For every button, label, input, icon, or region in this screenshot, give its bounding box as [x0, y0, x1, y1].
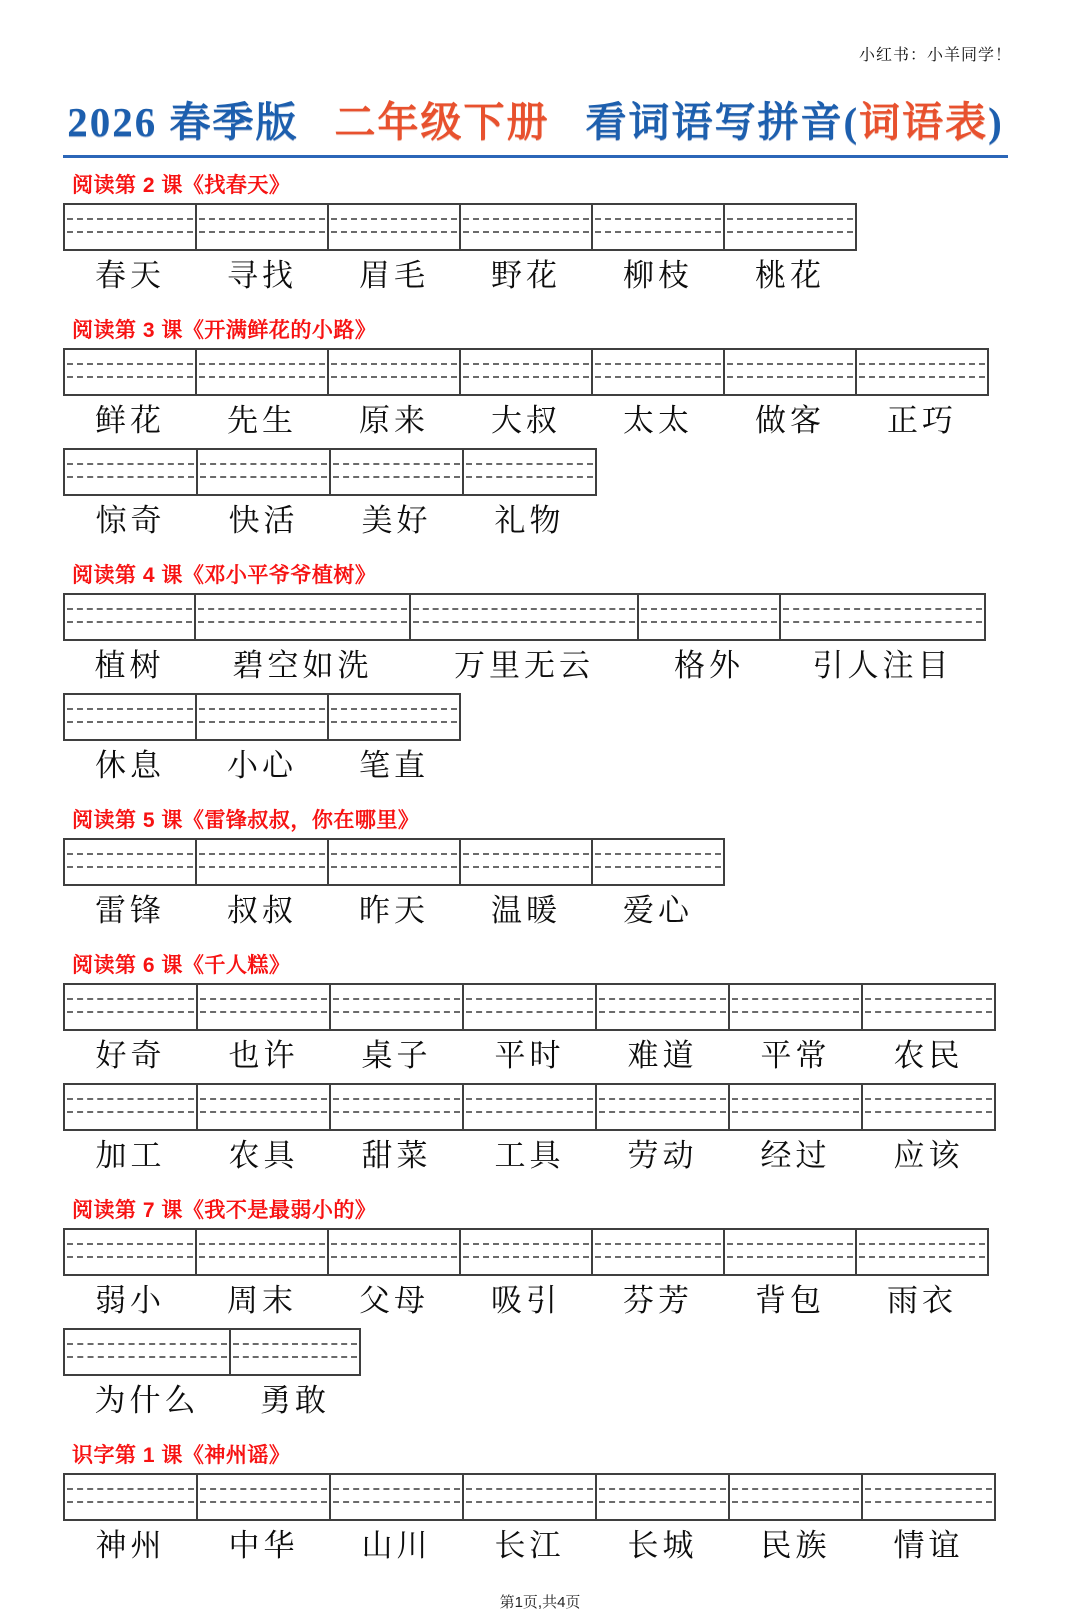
pinyin-write-cell — [459, 838, 593, 886]
pinyin-write-cell — [861, 983, 996, 1031]
pinyin-write-cell — [591, 203, 725, 251]
pinyin-write-cell — [462, 448, 597, 496]
pinyin-grid-row — [63, 203, 1008, 251]
pinyin-write-cell — [329, 1083, 464, 1131]
word-label: 也许 — [228, 1038, 299, 1073]
worksheet-section — [63, 952, 1008, 1183]
page-title — [63, 89, 1008, 148]
word-label: 鲜花 — [95, 403, 165, 438]
worksheet-section — [63, 807, 1008, 938]
word-label: 柳枝 — [623, 258, 693, 293]
pinyin-write-cell — [327, 348, 461, 396]
section-heading: 阅读第 3 课《开满鲜花的小路》 — [72, 319, 377, 342]
pinyin-write-cell — [855, 1228, 989, 1276]
word-label: 周末 — [227, 1283, 297, 1318]
title-underline — [63, 155, 1008, 158]
worksheet-section — [63, 1197, 1008, 1428]
watermark-note: 小红书：小羊同学！ — [858, 47, 1012, 64]
word-label: 寻找 — [227, 258, 297, 293]
pinyin-write-cell — [861, 1473, 996, 1521]
word-label: 劳动 — [627, 1138, 698, 1173]
pinyin-write-cell — [459, 1228, 593, 1276]
word-label: 弱小 — [95, 1283, 165, 1318]
word-label: 大叔 — [491, 403, 561, 438]
word-label: 引人注目 — [812, 648, 953, 683]
pinyin-grid-row — [63, 1083, 1008, 1131]
pinyin-write-cell — [591, 348, 725, 396]
word-label: 农具 — [228, 1138, 299, 1173]
word-label: 民族 — [760, 1528, 831, 1563]
title-part: 二年级下册 — [334, 99, 550, 145]
word-label: 长城 — [627, 1528, 698, 1563]
word-label: 难道 — [627, 1038, 698, 1073]
section-heading: 阅读第 2 课《找春天》 — [72, 174, 291, 197]
pinyin-write-cell — [63, 593, 196, 641]
page-number: 第1页,共4页 — [499, 1594, 581, 1611]
word-label: 礼物 — [494, 503, 565, 538]
word-label: 芬芳 — [623, 1283, 693, 1318]
pinyin-write-cell — [63, 203, 197, 251]
title-part: 2026 春季版 — [67, 99, 299, 145]
word-label: 农民 — [893, 1038, 964, 1073]
pinyin-write-cell — [723, 203, 857, 251]
pinyin-grid-row — [63, 1228, 1008, 1276]
word-label: 先生 — [227, 403, 297, 438]
pinyin-write-cell — [728, 1083, 863, 1131]
pinyin-write-cell — [855, 348, 989, 396]
word-label-row — [63, 741, 1008, 793]
pinyin-write-cell — [63, 983, 198, 1031]
word-label-row — [63, 1031, 1008, 1083]
pinyin-write-cell — [63, 1083, 198, 1131]
word-label: 碧空如洗 — [232, 648, 373, 683]
pinyin-write-cell — [63, 1473, 198, 1521]
pinyin-write-cell — [409, 593, 639, 641]
pinyin-grid-row — [63, 838, 1008, 886]
word-label: 工具 — [494, 1138, 565, 1173]
section-heading: 阅读第 5 课《雷锋叔叔，你在哪里》 — [72, 809, 420, 832]
word-label: 太太 — [623, 403, 693, 438]
pinyin-write-cell — [728, 983, 863, 1031]
word-label: 平常 — [760, 1038, 831, 1073]
word-label: 勇敢 — [260, 1383, 330, 1418]
word-label: 父母 — [359, 1283, 429, 1318]
word-label: 万里无云 — [454, 648, 594, 683]
section-heading: 阅读第 4 课《邓小平爷爷植树》 — [72, 564, 377, 587]
pinyin-write-cell — [327, 693, 461, 741]
pinyin-write-cell — [329, 983, 464, 1031]
pinyin-grid-row — [63, 593, 1008, 641]
word-label: 昨天 — [359, 893, 429, 928]
word-label: 野花 — [491, 258, 561, 293]
pinyin-write-cell — [779, 593, 986, 641]
word-label-row — [63, 641, 1008, 693]
pinyin-grid-row — [63, 693, 1008, 741]
pinyin-write-cell — [63, 348, 197, 396]
word-label-row — [63, 396, 1008, 448]
pinyin-write-cell — [195, 838, 329, 886]
title-part: 看词语写拼音( — [585, 99, 860, 145]
word-label: 美好 — [361, 503, 432, 538]
pinyin-write-cell — [195, 348, 329, 396]
pinyin-write-cell — [327, 1228, 461, 1276]
pinyin-write-cell — [63, 1328, 231, 1376]
title-part: 词语表 — [859, 99, 989, 145]
word-label: 桃花 — [755, 258, 825, 293]
pinyin-write-cell — [595, 983, 730, 1031]
word-label: 温暖 — [491, 893, 561, 928]
word-label-row — [63, 1521, 1008, 1573]
pinyin-write-cell — [459, 203, 593, 251]
pinyin-write-cell — [327, 203, 461, 251]
word-label: 雷锋 — [95, 893, 165, 928]
title-part: ) — [988, 99, 1004, 145]
pinyin-write-cell — [63, 838, 197, 886]
pinyin-write-cell — [196, 1473, 331, 1521]
word-label: 情谊 — [893, 1528, 964, 1563]
word-label: 笔直 — [359, 748, 429, 783]
word-label: 爱心 — [623, 893, 693, 928]
word-label: 快活 — [228, 503, 299, 538]
word-label-row — [63, 251, 1008, 303]
word-label: 格外 — [674, 648, 744, 683]
section-heading: 阅读第 7 课《我不是最弱小的》 — [72, 1199, 377, 1222]
word-label: 平时 — [494, 1038, 565, 1073]
pinyin-grid-row — [63, 448, 1008, 496]
word-label: 眉毛 — [359, 258, 429, 293]
word-label: 背包 — [755, 1283, 825, 1318]
section-heading: 阅读第 6 课《千人糕》 — [72, 954, 291, 977]
word-label: 经过 — [760, 1138, 831, 1173]
pinyin-write-cell — [723, 1228, 857, 1276]
word-label: 为什么 — [94, 1383, 200, 1418]
word-label: 山川 — [361, 1528, 432, 1563]
worksheet-section — [63, 172, 1008, 303]
pinyin-write-cell — [194, 593, 411, 641]
word-label: 长江 — [494, 1528, 565, 1563]
worksheet-section — [63, 317, 1008, 548]
word-label: 雨衣 — [887, 1283, 957, 1318]
word-label-row — [63, 1276, 1008, 1328]
pinyin-write-cell — [637, 593, 781, 641]
word-label: 小心 — [227, 748, 297, 783]
pinyin-write-cell — [861, 1083, 996, 1131]
pinyin-write-cell — [462, 1083, 597, 1131]
pinyin-grid-row — [63, 1328, 1008, 1376]
pinyin-write-cell — [595, 1473, 730, 1521]
pinyin-write-cell — [329, 448, 464, 496]
sections-container — [63, 172, 1008, 1573]
pinyin-write-cell — [462, 1473, 597, 1521]
pinyin-write-cell — [195, 203, 329, 251]
pinyin-write-cell — [196, 448, 331, 496]
word-label-row — [63, 496, 1008, 548]
pinyin-write-cell — [63, 448, 198, 496]
pinyin-write-cell — [327, 838, 461, 886]
worksheet-section — [63, 562, 1008, 793]
pinyin-write-cell — [459, 348, 593, 396]
pinyin-grid-row — [63, 1473, 1008, 1521]
pinyin-write-cell — [63, 1228, 197, 1276]
pinyin-write-cell — [229, 1328, 361, 1376]
pinyin-write-cell — [63, 693, 197, 741]
pinyin-write-cell — [462, 983, 597, 1031]
pinyin-write-cell — [591, 838, 725, 886]
word-label: 植树 — [94, 648, 165, 683]
word-label: 春天 — [95, 258, 165, 293]
pinyin-write-cell — [329, 1473, 464, 1521]
word-label: 做客 — [755, 403, 825, 438]
word-label: 神州 — [95, 1528, 166, 1563]
pinyin-write-cell — [728, 1473, 863, 1521]
pinyin-write-cell — [196, 1083, 331, 1131]
word-label: 加工 — [95, 1138, 166, 1173]
pinyin-write-cell — [196, 983, 331, 1031]
word-label: 原来 — [359, 403, 429, 438]
worksheet-section — [63, 1442, 1008, 1573]
section-heading: 识字第 1 课《神州谣》 — [72, 1444, 291, 1467]
word-label: 叔叔 — [227, 893, 297, 928]
pinyin-write-cell — [723, 348, 857, 396]
word-label: 正巧 — [887, 403, 957, 438]
word-label-row — [63, 1131, 1008, 1183]
word-label-row — [63, 1376, 1008, 1428]
word-label: 桌子 — [361, 1038, 432, 1073]
pinyin-write-cell — [195, 1228, 329, 1276]
word-label: 好奇 — [95, 1038, 166, 1073]
pinyin-grid-row — [63, 983, 1008, 1031]
pinyin-write-cell — [595, 1083, 730, 1131]
word-label-row — [63, 886, 1008, 938]
pinyin-write-cell — [195, 693, 329, 741]
pinyin-grid-row — [63, 348, 1008, 396]
word-label: 休息 — [95, 748, 165, 783]
word-label: 甜菜 — [361, 1138, 432, 1173]
word-label: 惊奇 — [95, 503, 166, 538]
pinyin-write-cell — [591, 1228, 725, 1276]
word-label: 中华 — [228, 1528, 299, 1563]
word-label: 应该 — [893, 1138, 964, 1173]
word-label: 吸引 — [491, 1283, 561, 1318]
